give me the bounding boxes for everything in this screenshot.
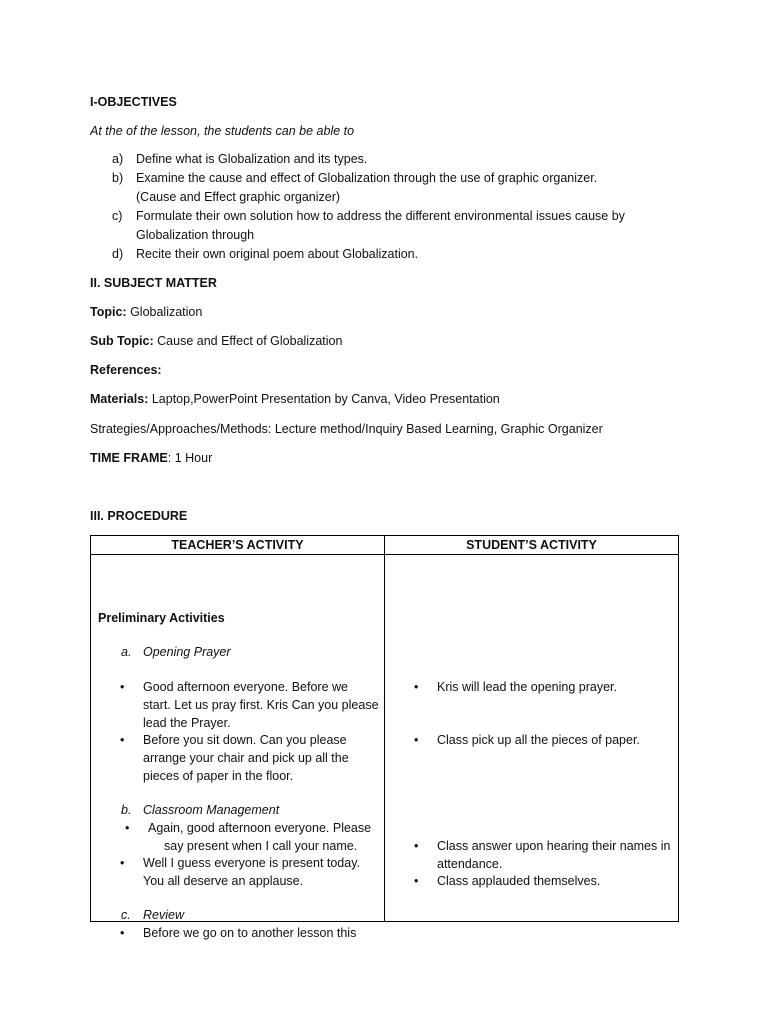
materials-label: Materials: xyxy=(90,392,149,406)
list-item-text: arrange your chair and pick up all the xyxy=(143,751,349,765)
opening-prayer-title: Opening Prayer xyxy=(143,645,231,659)
bullet: • xyxy=(414,733,419,747)
list-item xyxy=(120,678,379,732)
classroom-management-item xyxy=(121,801,280,819)
subtopic-label: Sub Topic: xyxy=(90,334,154,348)
list-item xyxy=(414,678,617,696)
list-item-text: Again, good afternoon everyone. Please xyxy=(148,821,372,835)
bullet: • xyxy=(414,680,419,694)
strategies-line: Strategies/Approaches/Methods: Lecture method/Inquiry Based Learning, Graphic Organizer xyxy=(90,422,603,436)
objective-marker: b) xyxy=(112,171,124,185)
references-label: References: xyxy=(90,363,162,377)
objective-text: Formulate their own solution how to address the different environmental issues cause by xyxy=(136,209,625,223)
objectives-intro: At the of the lesson, the students can be able to xyxy=(90,124,355,138)
list-item xyxy=(120,731,349,785)
objective-marker: a) xyxy=(112,152,124,166)
timeframe-label: TIME FRAME xyxy=(90,451,168,465)
review-title: Review xyxy=(143,908,184,922)
objective-text: Recite their own original poem about Globalization. xyxy=(136,247,419,261)
list-item xyxy=(414,731,640,749)
procedure-heading: III. PROCEDURE xyxy=(90,509,188,523)
list-item-text: Well I guess everyone is present today. xyxy=(143,856,361,870)
bullet: • xyxy=(120,733,125,747)
timeframe-line xyxy=(90,449,212,467)
list-item-text: start. Let us pray first. Kris Can you please xyxy=(143,698,379,712)
objective-marker: d) xyxy=(112,247,124,261)
teacher-activity-header: TEACHER’S ACTIVITY xyxy=(91,536,385,555)
objective-item-d xyxy=(112,245,672,264)
objective-text: Define what is Globalization and its types. xyxy=(136,152,368,166)
bullet: • xyxy=(125,821,130,835)
opening-prayer-item xyxy=(121,643,231,661)
list-item-text: Before you sit down. Can you please xyxy=(143,733,347,747)
bullet: • xyxy=(120,856,125,870)
objective-marker: c) xyxy=(112,209,123,223)
list-item-text: lead the Prayer. xyxy=(143,716,231,730)
list-item xyxy=(414,837,671,873)
list-item-text: You all deserve an applause. xyxy=(143,874,304,888)
topic-value: Globalization xyxy=(130,305,203,319)
timeframe-value: : 1 Hour xyxy=(167,451,213,465)
list-item-text: attendance. xyxy=(437,857,503,871)
list-item-text: Good afternoon everyone. Before we xyxy=(143,680,348,694)
list-marker: a. xyxy=(121,645,132,659)
list-item-text: pieces of paper in the floor. xyxy=(143,769,294,783)
subtopic-value: Cause and Effect of Globalization xyxy=(157,334,343,348)
list-item xyxy=(120,854,361,890)
bullet: • xyxy=(120,926,125,940)
objective-text: Examine the cause and effect of Globalization through the use of graphic organizer. xyxy=(136,171,598,185)
objective-text: (Cause and Effect graphic organizer) xyxy=(136,190,341,204)
list-item-text: Before we go on to another lesson this xyxy=(143,926,357,940)
list-item xyxy=(120,924,357,942)
table-row xyxy=(91,555,679,922)
objective-item-a xyxy=(112,150,672,169)
list-item-text: Kris will lead the opening prayer. xyxy=(437,680,617,694)
list-item xyxy=(125,819,372,855)
review-item xyxy=(121,906,184,924)
list-item-text: Class answer upon hearing their names in xyxy=(437,839,671,853)
list-marker: b. xyxy=(121,803,132,817)
list-item xyxy=(414,872,601,890)
list-item-text: say present when I call your name. xyxy=(164,839,358,853)
topic-line xyxy=(90,303,202,321)
bullet: • xyxy=(414,874,419,888)
subject-matter-heading: II. SUBJECT MATTER xyxy=(90,276,217,290)
table-header-row xyxy=(91,536,679,555)
objectives-heading: I-OBJECTIVES xyxy=(90,95,177,109)
student-activity-header: STUDENT’S ACTIVITY xyxy=(385,536,679,555)
bullet: • xyxy=(120,680,125,694)
student-activity-cell xyxy=(385,555,679,922)
materials-value: Laptop,PowerPoint Presentation by Canva, Video Presentation xyxy=(151,392,500,406)
list-item-text: Class pick up all the pieces of paper. xyxy=(437,733,640,747)
objective-item-b xyxy=(112,169,672,207)
procedure-table xyxy=(90,535,679,940)
list-marker: c. xyxy=(121,908,131,922)
topic-label: Topic: xyxy=(90,305,127,319)
subtopic-line xyxy=(90,332,342,350)
preliminary-activities-label: Preliminary Activities xyxy=(98,611,225,625)
teacher-activity-cell xyxy=(91,555,385,940)
classroom-management-title: Classroom Management xyxy=(143,803,280,817)
list-item-text: Class applauded themselves. xyxy=(437,874,601,888)
bullet: • xyxy=(414,839,419,853)
objective-item-c xyxy=(112,207,672,245)
objective-text: Globalization through xyxy=(136,228,255,242)
materials-line xyxy=(90,390,500,408)
